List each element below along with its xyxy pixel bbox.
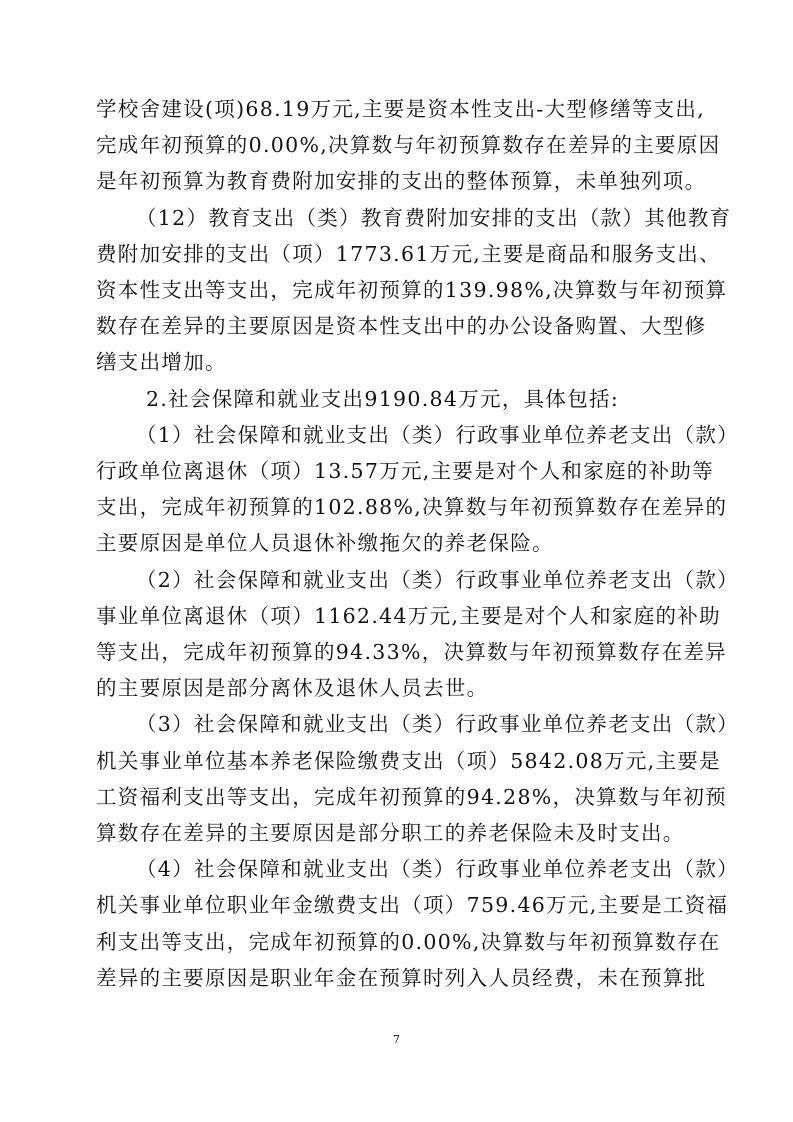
body-line: 机关事业单位基本养老保险缴费支出（项）5842.08万元,主要是 [96,749,721,773]
paragraph-heading: （2）社会保障和就业支出（类）行政事业单位养老支出（款） [136,568,739,592]
page-number: 7 [393,1033,400,1046]
body-line: 行政单位离退休（项）13.57万元,主要是对个人和家庭的补助等 [96,459,715,483]
body-line: 是年初预算为教育费附加安排的支出的整体预算，未单独列项。 [96,169,707,193]
paragraph-heading: （12）教育支出（类）教育费附加安排的支出（款）其他教育 [136,206,732,230]
body-line: 差异的主要原因是职业年金在预算时列入人员经费，未在预算批 [96,966,707,990]
body-line: 算数存在差异的主要原因是部分职工的养老保险未及时支出。 [96,821,685,845]
body-line: 完成年初预算的0.00%,决算数与年初预算数存在差异的主要原因 [96,133,721,157]
body-line: 数存在差异的主要原因是资本性支出中的办公设备购置、大型修 [96,314,707,338]
body-line: 主要原因是单位人员退休补缴拖欠的养老保险。 [96,531,554,555]
body-line: 学校舍建设(项)68.19万元,主要是资本性支出-大型修缮等支出, [96,97,706,121]
body-line: 机关事业单位职业年金缴费支出（项）759.46万元,主要是工资福 [96,893,729,917]
body-line: 资本性支出等支出，完成年初预算的139.98%,决算数与年初预算 [96,278,728,302]
paragraph-heading: （4）社会保障和就业支出（类）行政事业单位养老支出（款） [136,857,739,881]
body-line: 等支出，完成年初预算的94.33%，决算数与年初预算数存在差异 [96,640,727,664]
paragraph-heading: （3）社会保障和就业支出（类）行政事业单位养老支出（款） [136,712,739,736]
paragraph-heading: （1）社会保障和就业支出（类）行政事业单位养老支出（款） [136,423,739,447]
section-heading: 2.社会保障和就业支出9190.84万元，具体包括: [146,387,620,411]
body-line: 利支出等支出，完成年初预算的0.00%,决算数与年初预算数存在 [96,930,721,954]
body-line: 事业单位离退休（项）1162.44万元,主要是对个人和家庭的补助 [96,604,721,628]
body-line: 费附加安排的支出（项）1773.61万元,主要是商品和服务支出、 [96,242,721,266]
body-line: 缮支出增加。 [96,350,227,374]
body-line: 工资福利支出等支出，完成年初预算的94.28%，决算数与年初预 [96,785,727,809]
body-line: 支出，完成年初预算的102.88%,决算数与年初预算数存在差异的 [96,495,728,519]
body-line: 的主要原因是部分离休及退休人员去世。 [96,676,489,700]
